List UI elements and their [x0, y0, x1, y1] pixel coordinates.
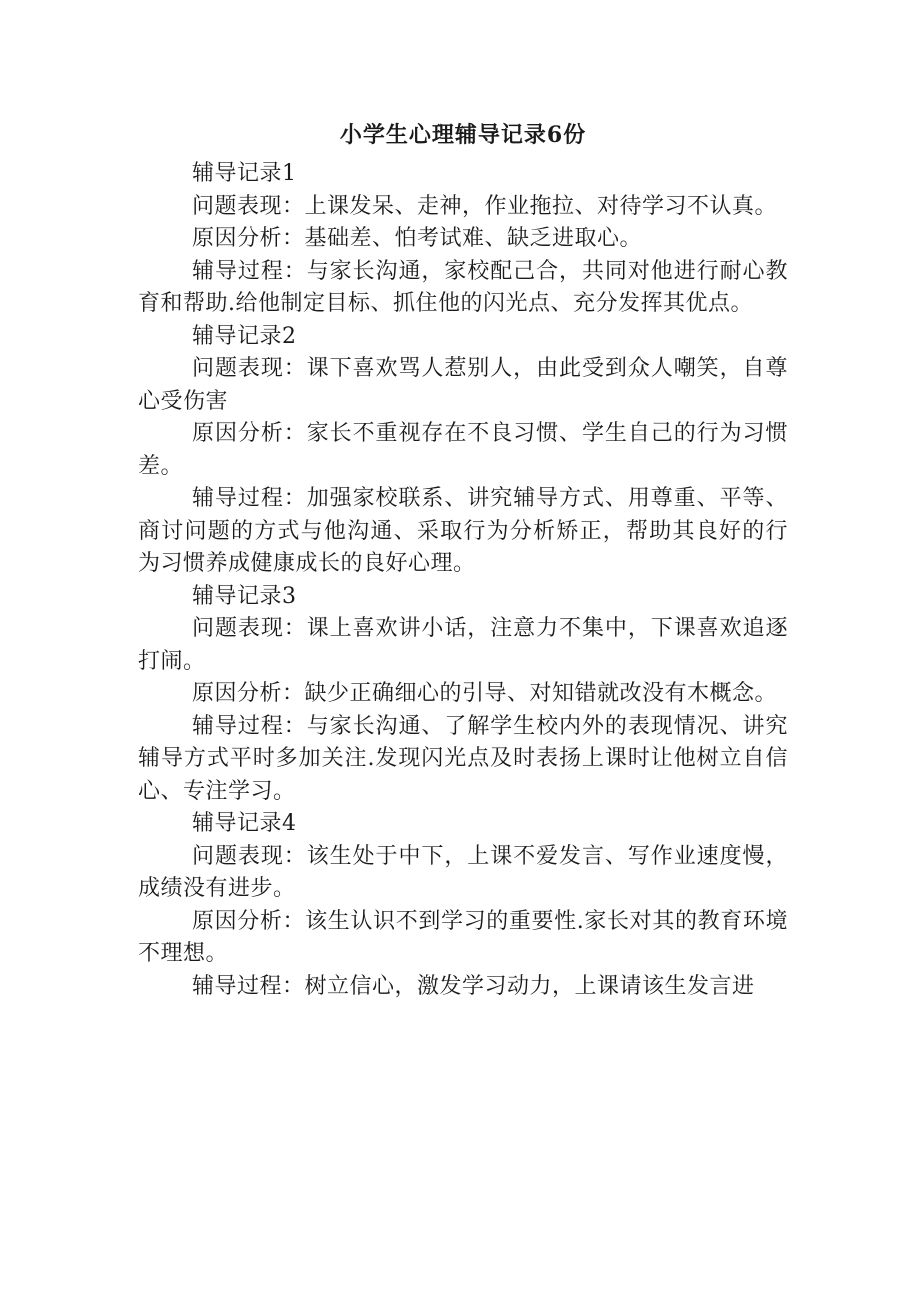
record-1-problem: 问题表现：上课发呆、走神，作业拖拉、对待学习不认真。 [192, 193, 778, 219]
record-1-cause: 原因分析：基础差、怕考试难、缺乏进取心。 [192, 226, 643, 251]
record-3-process: 辅导过程：与家长沟通、了解学生校内外的表现情况、讲究辅导方式平时多加关注.发现闪光点及时表扬上课时让他树立自信心、专注学习。 [138, 713, 788, 804]
record-1-process: 辅导过程：与家长沟通，家校配己合，共同对他进行耐心教育和帮助.给他制定目标、抓住他的闪光点、充分发挥其优点。 [138, 258, 788, 316]
record-heading-2: 辅导记录2 [192, 323, 297, 349]
record-4-process: 辅导过程：树立信心，激发学习动力，上课请该生发言进 [192, 973, 755, 999]
record-2-problem: 问题表现：课下喜欢骂人惹别人，由此受到众人嘲笑，自尊心受伤害 [138, 356, 788, 414]
record-3-cause: 原因分析：缺少正确细心的引导、对知错就改没有木概念。 [192, 681, 778, 706]
record-heading-4: 辅导记录4 [192, 811, 297, 836]
record-heading-3: 辅导记录3 [192, 583, 297, 609]
record-heading-1: 辅导记录1 [192, 161, 297, 186]
document-title: 小学生心理辅导记录6份 [339, 122, 587, 148]
document-page [138, 117, 788, 1003]
record-2-cause: 原因分析：家长不重视存在不良习惯、学生自己的行为习惯差。 [138, 421, 788, 479]
record-4-problem: 问题表现：该生处于中下，上课不爱发言、写作业速度慢，成绩没有进步。 [138, 843, 788, 901]
record-4-cause: 原因分析：该生认识不到学习的重要性.家长对其的教育环境不理想。 [138, 908, 788, 966]
record-3-problem: 问题表现：课上喜欢讲小话，注意力不集中，下课喜欢追逐打闹。 [138, 616, 788, 674]
record-2-process: 辅导过程：加强家校联系、讲究辅导方式、用尊重、平等、商讨问题的方式与他沟通、采取行为分析矫正，帮助其良好的行为习惯养成健康成长的良好心理。 [138, 486, 788, 576]
